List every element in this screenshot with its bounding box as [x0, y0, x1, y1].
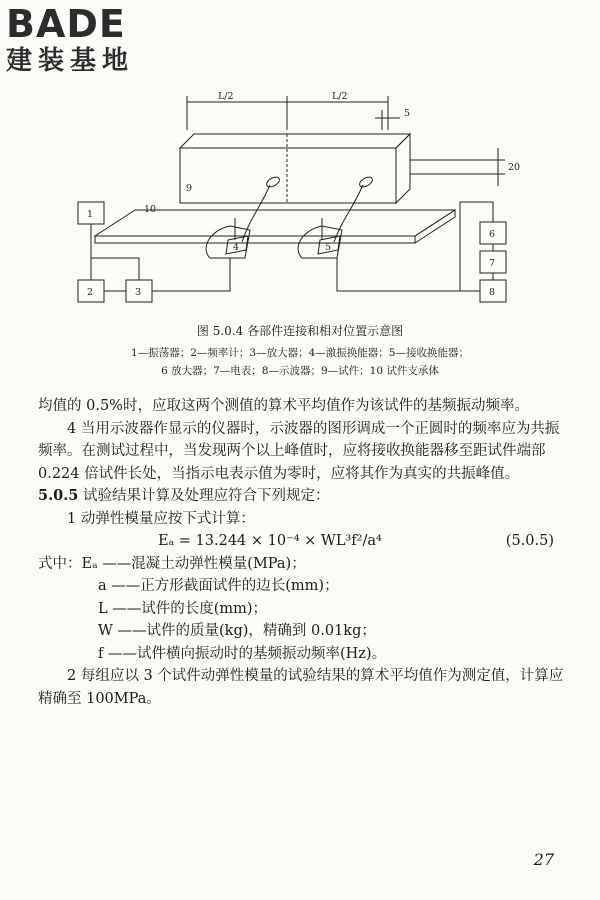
cable-left [242, 185, 270, 242]
specimen-side-face [396, 134, 410, 203]
label-1: 1 [87, 209, 94, 220]
label-9: 9 [186, 183, 193, 194]
label-3: 3 [135, 287, 142, 298]
definition-a: a ——正方形截面试件的边长(mm)； [98, 578, 339, 594]
definition-f: f ——试件横向振动时的基频振动频率(Hz)。 [98, 645, 387, 662]
paragraph-item-4: 4 当用示波器作显示的仪器时，示波器的图形调成一个正圆时的频率应为共振频率。在测试过程中，当发现两个以上峰值时，应将接收换能器移至距试件端部 0.224 倍试件长处，当指示电表示值为零时，应将其作为真实的共振峰值。 [38, 420, 560, 482]
label-10: 10 [144, 204, 157, 215]
dim-label-right: L/2 [332, 91, 348, 102]
sensor-right [358, 175, 374, 189]
item-2: 2 每组应以 3 个试件动弹性模量的试验结果的算术平均值作为测定值，计算应精确至 100MPa。 [38, 668, 564, 707]
wire-3-4 [152, 258, 230, 291]
wire-8-6 [460, 202, 496, 291]
support-plate-front [95, 236, 415, 243]
section-title: 试验结果计算及处理应符合下列规定： [78, 488, 330, 504]
definition-l: L ——试件的长度(mm)； [98, 600, 268, 617]
legend-line-2: 6 放大器；7—电表；8—示波器；9—试件；10 试件支承体 [161, 365, 439, 377]
label-4: 4 [233, 242, 240, 253]
paragraph-continued: 均值的 0.5%时，应取这两个测值的算术平均值作为该试件的基频振动频率。 [38, 398, 529, 414]
apparatus-diagram [60, 90, 530, 310]
formula-expression: Eₐ = 13.244 × 10⁻⁴ × WL³f²/a⁴ [158, 533, 382, 549]
specimen-front-face [180, 148, 396, 203]
label-6: 6 [489, 229, 496, 240]
label-8: 8 [489, 287, 496, 298]
diagram-svg [60, 90, 530, 310]
dim-label-20: 20 [508, 162, 521, 173]
page-number: 27 [533, 850, 554, 869]
cable-right [334, 185, 363, 242]
definition-ed: 式中：Eₐ ——混凝土动弹性模量(MPa)； [38, 555, 306, 572]
body-text [38, 395, 572, 710]
dim-label-left: L/2 [218, 91, 234, 102]
label-7: 7 [489, 258, 496, 269]
definitions [38, 553, 572, 666]
logo-subtitle: 建装基地 [6, 46, 135, 76]
dim-label-5: 5 [404, 108, 411, 119]
specimen-top-face [180, 134, 410, 148]
figure-legend [0, 344, 600, 380]
formula-number: (5.0.5) [505, 533, 554, 549]
section-number: 5.0.5 [38, 487, 79, 504]
logo-mark: BADE [6, 2, 126, 46]
label-2: 2 [87, 287, 94, 298]
logo [6, 4, 134, 76]
definition-w: W ——试件的质量(kg)，精确到 0.01kg； [98, 623, 376, 639]
legend-line-1: 1—振荡器；2—频率计；3—放大器；4—激振换能器；5—接收换能器； [131, 347, 469, 359]
wire-1-3 [91, 258, 139, 280]
item-1: 1 动弹性模量应按下式计算： [67, 510, 255, 527]
formula [38, 530, 572, 553]
label-5: 5 [325, 242, 332, 253]
figure-caption: 图 5.0.4 各部件连接和相对位置示意图 [196, 324, 404, 338]
wire-5-8 [337, 258, 480, 291]
support-plate-side [415, 210, 455, 243]
section-5-0-5 [38, 485, 572, 508]
sensor-left [265, 175, 281, 189]
